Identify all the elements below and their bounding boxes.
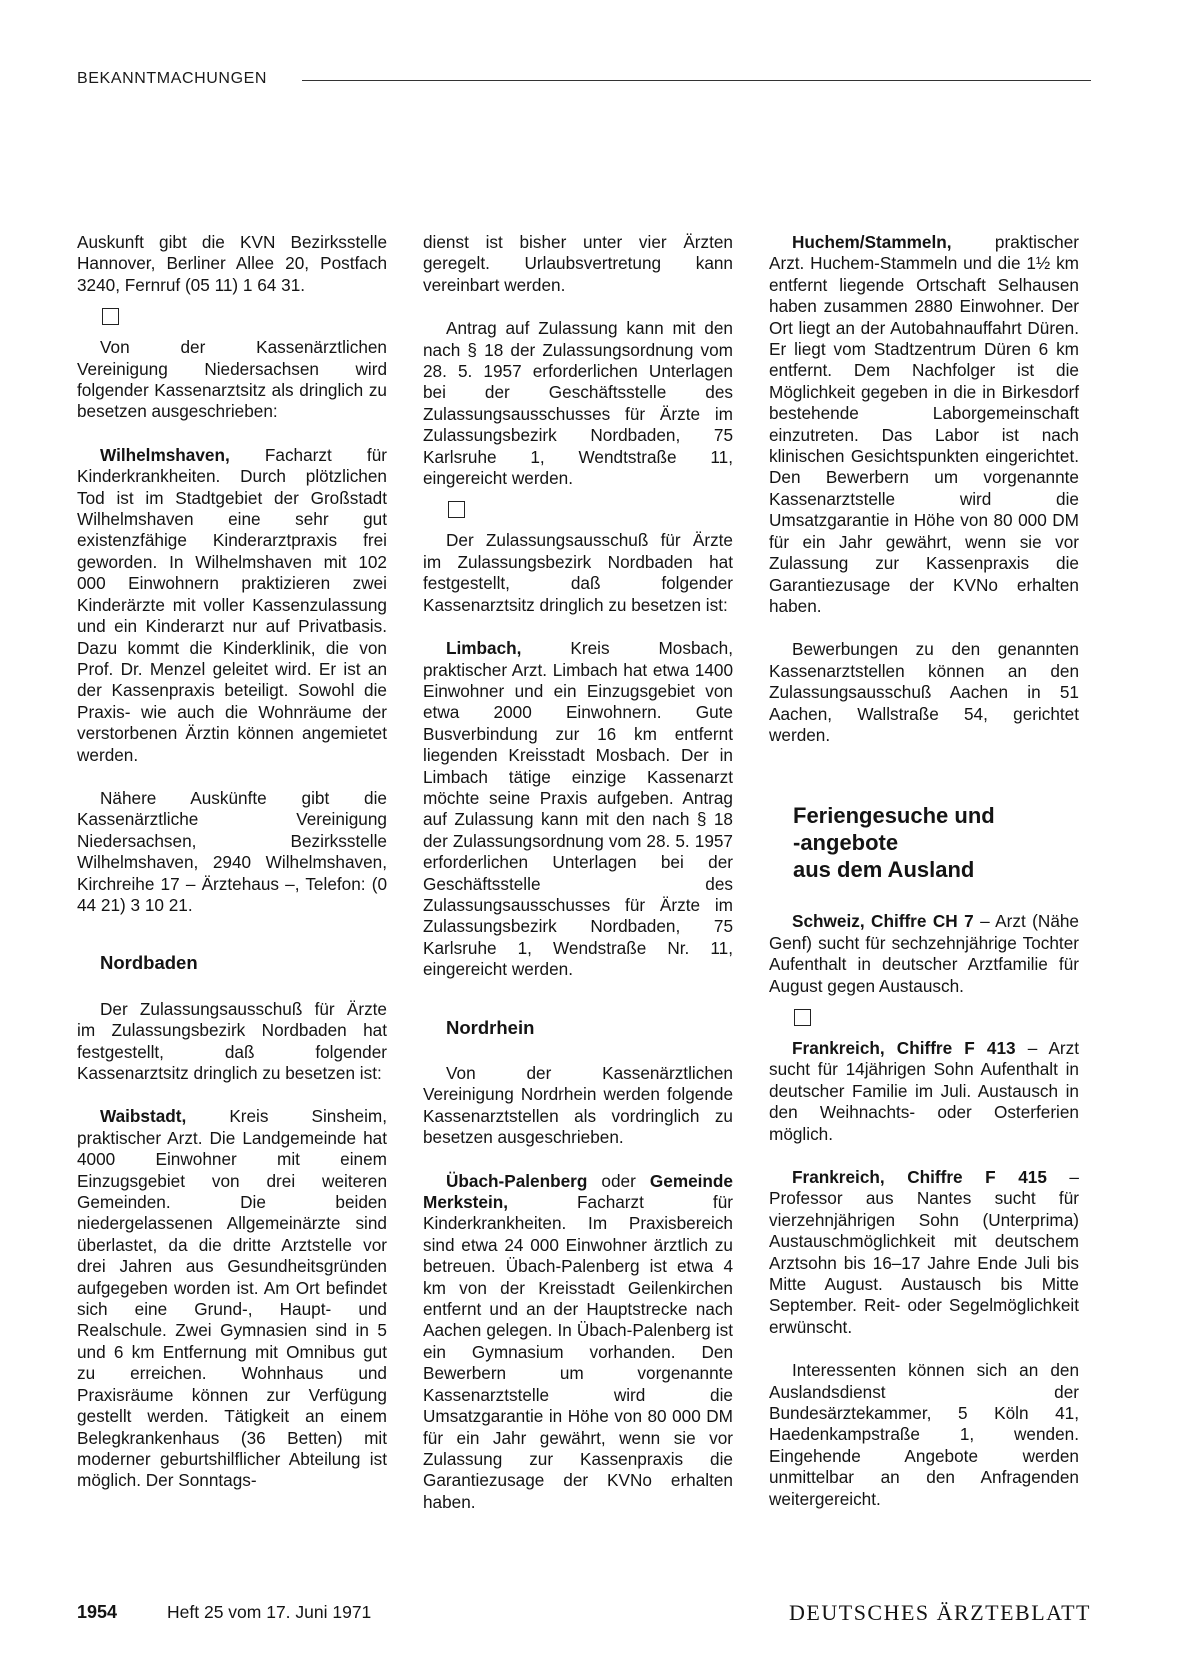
notice-limbach: [423, 638, 733, 981]
notice-text: Kreis Mosbach, praktischer Arzt. Limbach hat etwa 1400 Einwohner und ein Einzugsgebiet von etwa 2000 Einwohnern. Gute Busverbindung zur 16 km entfernt liegenden Kreisstadt Mosbach. Der in Limbach tätige einzige Kassenarzt möchte seine Praxis aufgeben. Antrag auf Zulassung kann mit den nach § 18 der Zulassungsordnung vom 28. 5. 1957 erforderlichen Unterlagen bei der Geschäftsstelle des Zulassungsausschusses für Ärzte im Zulassungsbezirk Nordbaden, 75 Karlsruhe 1, Wendstraße Nr. 11, eingereicht werden.: [423, 638, 733, 980]
page-header: [77, 70, 1091, 96]
ad-frankreich-f415: [769, 1167, 1079, 1338]
notice-location: Huchem/Stammeln,: [792, 232, 952, 252]
ad-code: Frankreich, Chiffre F 415: [792, 1167, 1047, 1187]
notice-location: Waibstadt,: [100, 1106, 187, 1127]
page-number: 1954: [77, 1602, 118, 1622]
paragraph: Antrag auf Zulassung kann mit den nach § 18 der Zulassungsordnung vom 28. 5. 1957 erforderlichen Unterlagen bei der Geschäftsstelle des Zulassungsausschusses für Ärzte im Zulassungsbezirk Nordbaden, 75 Karlsruhe 1, Wendtstraße 11, eingereicht werden.: [423, 318, 733, 489]
heading-line: -angebote: [793, 830, 899, 856]
paragraph: Von der Kassenärztlichen Vereinigung Niedersachsen wird folgender Kassenarztsitz als dringlich zu besetzen ausgeschrieben:: [77, 337, 387, 422]
heading-line: Feriengesuche und: [793, 803, 995, 829]
paragraph: Interessenten können sich an den Auslandsdienst der Bundesärztekammer, 5 Köln 41, Haedenkampstraße 1, wenden. Eingehende Angebote werden unmittelbar an den Anfragenden weitergereicht.: [769, 1360, 1079, 1509]
notice-uebach-palenberg: [423, 1171, 733, 1514]
ad-frankreich-f413: [769, 1038, 1079, 1145]
paragraph: Von der Kassenärztlichen Vereinigung Nordrhein werden folgende Kassenarztstellen als vordringlich zu besetzen ausgeschrieben.: [423, 1063, 733, 1148]
ad-text: – Arzt sucht für 14jährigen Sohn Aufenthalt in deutscher Familie im Juli. Austausch in den Weihnachts- oder Osterferien möglich.: [769, 1037, 1080, 1144]
paragraph: Der Zulassungsausschuß für Ärzte im Zulassungsbezirk Nordbaden hat festgestellt, daß folgender Kassenarztsitz dringlich zu besetzen ist:: [77, 998, 387, 1083]
ad-text: – Arzt (Nähe Genf) sucht für sechzehnjährige Tochter Aufenthalt in deutscher Arztfamilie für August gegen Austausch.: [769, 911, 1079, 996]
paragraph: Der Zulassungsausschuß für Ärzte im Zulassungsbezirk Nordbaden hat festgestellt, daß folgender Kassenarztsitz dringlich zu besetzen ist:: [423, 530, 733, 615]
section-heading-feriengesuche: [793, 802, 1079, 883]
notice-connector: oder: [587, 1170, 650, 1191]
section-heading: Nordrhein: [446, 1016, 535, 1038]
paragraph: Bewerbungen zu den genannten Kassenarztstellen können an den Zulassungsausschuß Aachen in 51 Aachen, Wallstraße 54, gerichtet werden.: [769, 639, 1079, 745]
column-3: [769, 232, 1079, 1510]
separator-box-icon: [448, 501, 465, 518]
notice-text: Kreis Sinsheim, praktischer Arzt. Die Landgemeinde hat 4000 Einwohner mit einem Einzugsgebiet von drei weiteren Gemeinden. Die beiden niedergelassenen Allgemeinärzte sind überlastet, da die dritte Arztstelle vor drei Jahren aus Gesundheitsgründen aufgegeben worden ist. Am Ort befindet sich eine Grund-, Haupt- und Realschule. Zwei Gymnasien sind in 5 und 6 km Entfernung mit Omnibus gut zu erreichen. Wohnhaus und Praxisräume können zur Verfügung gestellt werden. Tätigkeit an einem Belegkrankenhaus (36 Betten) mit moderner geburtshilflicher Abteilung ist möglich. Der Sonntags-: [77, 1106, 387, 1491]
paragraph: Auskunft gibt die KVN Bezirksstelle Hannover, Berliner Allee 20, Postfach 3240, Fernruf (05 11) 1 64 31.: [77, 232, 387, 295]
separator-box-icon: [794, 1009, 811, 1026]
page-footer: [77, 1602, 1091, 1632]
journal-name: DEUTSCHES ÄRZTEBLATT: [789, 1600, 1091, 1625]
paragraph: Nähere Auskünfte gibt die Kassenärztliche Vereinigung Niedersachsen, Bezirksstelle Wilhelmshaven, 2940 Wilhelmshaven, Kirchreihe 17 – Ärztehaus –, Telefon: (0 44 21) 3 10 21.: [77, 787, 387, 915]
column-1: [77, 232, 387, 1492]
notice-location: Gemeinde Merkstein,: [423, 1170, 733, 1213]
heading-line: aus dem Ausland: [793, 857, 975, 883]
notice-text: praktischer Arzt. Huchem-Stammeln und die 1½ km entfernt liegende Ortschaft Selhausen haben zusammen 2880 Einwohner. Der Ort liegt an der Autobahnauffahrt Düren. Er liegt vom Stadtzentrum Düren 6 km entfernt. Dem Nachfolger ist die Möglichkeit gegeben in die in Birkesdorf bestehende Laborgemeinschaft einzutreten. Das Labor ist nach klinischen Gesichtspunkten eingerichtet. Den Bewerbern um vorgenannte Kassenarztstelle wird die Umsatzgarantie in Höhe von 80 000 DM für ein Jahr gewährt, wenn sie vor Zulassung zur Kassenpraxis die Garantiezusage der KVNo erhalten haben.: [769, 232, 1079, 616]
notice-text: Facharzt für Kinderkrankheiten. Durch plötzlichen Tod ist im Stadtgebiet der Großstadt Wilhelmshaven eine sehr gut existenzfähige Kinderarztpraxis frei geworden. In Wilhelmshaven mit 102 000 Einwohnern praktizieren zwei Kinderärzte mit voller Kassenzulassung und ein Kinderarzt nur auf Privatbasis. Dazu kommt die Kinderklinik, die von Prof. Dr. Menzel geleitet wird. Er ist an der Kassenpraxis beteiligt. Sowohl die Praxis- wie auch die Wohnräume der verstorbenen Ärztin können angemietet werden.: [77, 444, 387, 765]
ad-schweiz-ch7: [769, 911, 1079, 997]
column-2: [423, 232, 733, 1513]
notice-location: Limbach,: [446, 638, 522, 659]
notice-location: Übach-Palenberg: [446, 1170, 588, 1191]
notice-waibstadt: [77, 1106, 387, 1491]
ad-code: Frankreich, Chiffre F 413: [792, 1037, 1016, 1058]
ad-code: Schweiz, Chiffre CH 7: [792, 911, 974, 932]
notice-text: Facharzt für Kinderkrankheiten. Im Praxisbereich sind etwa 24 000 Einwohner ärztlich zu betreuen. Übach-Palenberg ist etwa 4 km von der Kreisstadt Geilenkirchen entfernt und an der Hauptstrecke nach Aachen gelegen. In Übach-Palenberg ist ein Gymnasium vorhanden. Den Bewerbern um vorgenannte Kassenarztstelle wird die Umsatzgarantie in Höhe von 80 000 DM für ein Jahr gewährt, wenn sie vor Zulassung zur Kassenpraxis die Garantiezusage der KVNo erhalten haben.: [423, 1192, 733, 1512]
issue-info: Heft 25 vom 17. Juni 1971: [167, 1602, 372, 1622]
notice-location: Wilhelmshaven,: [100, 444, 230, 465]
notice-huchem-stammeln: [769, 232, 1079, 617]
ad-text: – Professor aus Nantes sucht für vierzehnjährigen Sohn (Unterprima) Austauschmöglichkeit mit deutschem Arztsohn bis 16–17 Jahre Ende Juli bis Mitte August. Austausch bis Mitte September. Reit- oder Segelmöglichkeit erwünscht.: [769, 1167, 1079, 1337]
notice-wilhelmshaven: [77, 445, 387, 766]
paragraph: dienst ist bisher unter vier Ärzten geregelt. Urlaubsvertretung kann vereinbart werden.: [423, 232, 733, 295]
section-heading: Nordbaden: [100, 952, 198, 974]
separator-box-icon: [102, 308, 119, 325]
section-label: BEKANNTMACHUNGEN: [77, 70, 268, 87]
header-rule: [302, 80, 1091, 81]
